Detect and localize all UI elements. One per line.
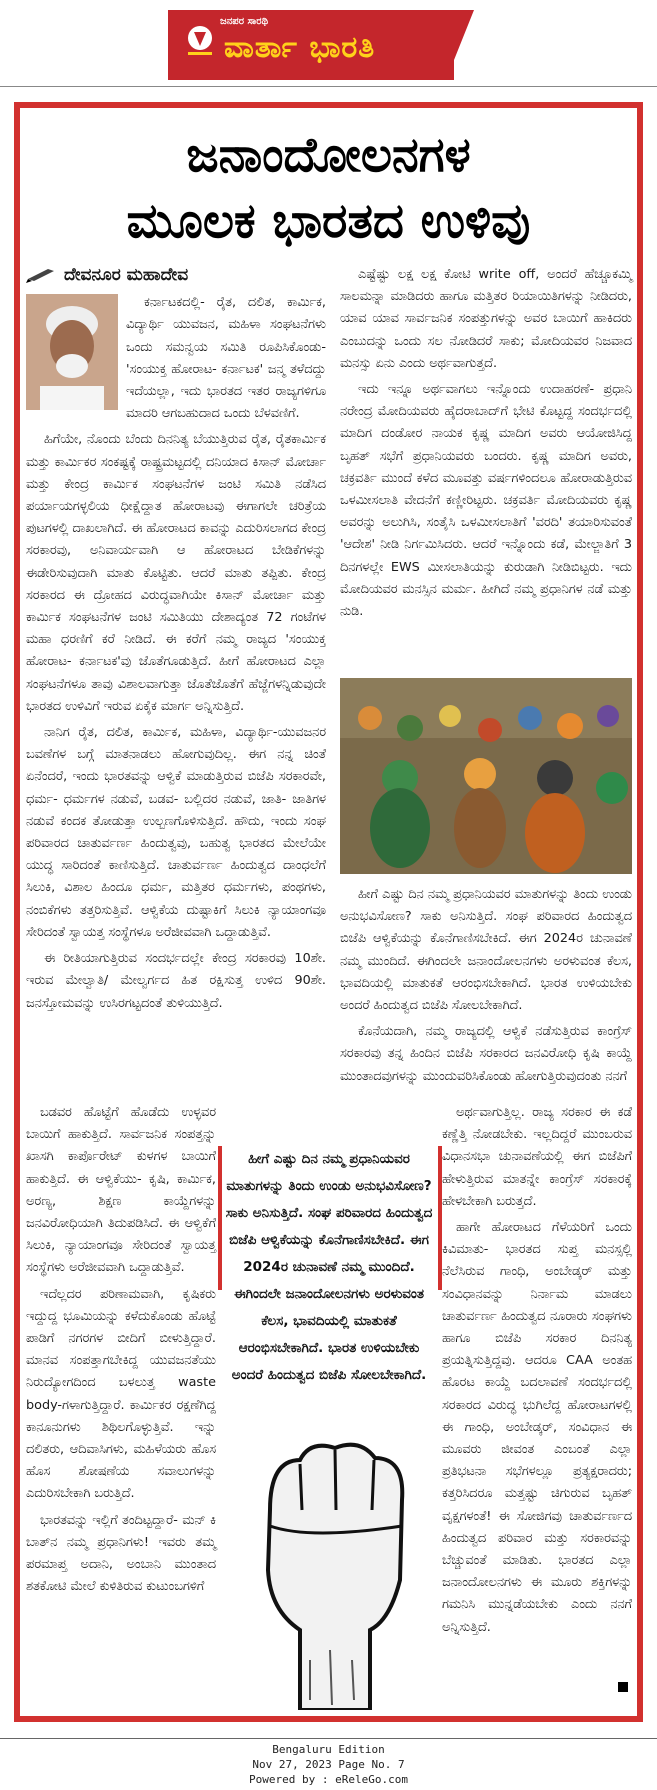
pull-quote: ಹೀಗೆ ಎಷ್ಟು ದಿನ ನಮ್ಮ ಪ್ರಧಾನಿಯವರ ಮಾತುಗಳನ್ನು ತಿಂದು ಉಂಡು ಅನುಭವಿಸೋಣ? ಸಾಕು ಅನಿಸುತ್ತಿದೆ. ಸಂಘ ಪರಿವಾರದ ಹಿಂದುತ್ವದ ಬಿಜೆಪಿ ಆಳ್ವಿಕೆಯನ್ನು ಕೊನೆಗಾಣಿಸಬೇಕಿದೆ. ಈಗ 2024ರ ಚುನಾವಣೆ ನಮ್ಮ ಮುಂದಿದೆ. ಈಗಿಂದಲೇ ಜನಾಂದೋಲನಗಳು ಅರಳುವಂತ ಕೆಲಸ, ಭಾವದಿಯಲ್ಲಿ ಮಾತುಕತೆ ಆರಂಭಿಸಬೇಕಾಗಿದೆ. ಭಾರತ ಉಳಿಯಬೇಕು ಅಂದರೆ ಹಿಂದುತ್ವದ ಬಿಜೆಪಿ ಸೋಲಬೇಕಾಗಿದೆ. bbox=[225, 1151, 433, 1383]
bottom-left-column bbox=[26, 1102, 216, 1602]
masthead-title: ವಾರ್ತಾ ಭಾರತಿ bbox=[224, 30, 376, 65]
raised-fist-illustration bbox=[240, 1430, 430, 1710]
article-end-mark bbox=[618, 1682, 628, 1692]
left-paragraph-3: ನಾನಿಗ ರೈತ, ದಲಿತ, ಕಾರ್ಮಿಕ, ಮಹಿಳಾ, ವಿದ್ಯಾರ್ಥಿ-ಯುವಜನರ ಬವಣೆಗಳ ಬಗ್ಗೆ ಮಾತನಾಡಲು ಹೋಗುವುದಿಲ್ಲ. ಈಗ ನನ್ನ ಚಿಂತೆ ಏನೆಂದರೆ, ಇಂದು ಭಾರತವನ್ನು ಆಳ್ವಿಕೆ ಮಾಡುತ್ತಿರುವ ಬಿಜೆಪಿ ಸರಕಾರವೇ, ಧರ್ಮ- ಧರ್ಮಗಳ ನಡುವೆ, ಬಡವ- ಬಲ್ಲಿದರ ನಡುವೆ, ಜಾತಿ- ಜಾತಿಗಳ ನಡುವೆ ಕಂದಕ ತೋಡುತ್ತಾ ಉಲ್ಬಣಗೊಳಿಸುತ್ತಿದೆ. ಹೌದು, ಇಂದು ಸಂಘ ಪರಿವಾರದ ಚಾತುರ್ವರ್ಣ ಹಿಂದುತ್ವವು, ಬಹುತ್ವ ಭಾರತದ ಮೇಲೆಯೇ ಯುದ್ಧ ಸಾರಿದಂತೆ ಕಾಣಿಸುತ್ತಿದೆ. ಚಾತುರ್ವರ್ಣ ಹಿಂದುತ್ವದ ದಾಂಧಲೆಗೆ ಸಿಲುಕಿ, ವಿಶಾಲ ಹಿಂದೂ ಧರ್ಮ, ಮತ್ತಿತರ ಧರ್ಮಗಳು, ಪಂಥಗಳು, ನಂಬಿಕೆಗಳು ತತ್ತರಿಸುತ್ತಿವೆ. ಆಳ್ವಿಕೆಯ ದುಷ್ಟಾಕಿಗೆ ಸಿಲುಕಿ ನ್ಯಾಯಾಂಗವೂ ಸೇರಿದಂತೆ ಸ್ವಾಯತ್ತ ಸಂಸ್ಥೆಗಳೂ ಅರೆಜೀವವಾಗಿ ಒದ್ದಾಡುತ್ತಿವೆ. bbox=[26, 725, 326, 940]
bottom-left-paragraph-1: ಬಡವರ ಹೊಟ್ಟೆಗೆ ಹೊಡೆದು ಉಳ್ಳವರ ಬಾಯಿಗೆ ಹಾಕುತ್ತಿದೆ. ಸಾರ್ವಜನಿಕ ಸಂಪತ್ತನ್ನು ಖಾಸಗಿ ಕಾರ್ಪೊರೇಟ್ ಕುಳಗಳ ಬಾಯಿಗೆ ಹಾಕುತ್ತಿದೆ. ಈ ಆಳ್ವಿಕೆಯು- ಕೃಷಿ, ಕಾರ್ಮಿಕ, ಅರಣ್ಯ, ಶಿಕ್ಷಣ ಕಾಯ್ದೆಗಳನ್ನು ಜನವಿರೋಧಿಯಾಗಿ ತಿದುಪಡಿಸಿದೆ. ಈ ಆಳ್ವಿಕೆಗೆ ಸಿಲುಕಿ, ನ್ಯಾಯಾಂಗವೂ ಸೇರಿದಂತೆ ಸ್ವಾಯತ್ತ ಸಂಸ್ಥೆಗಳು ಅರೆಜೀವವಾಗಿ ಒದ್ದಾಡುತ್ತಿವೆ. bbox=[26, 1105, 216, 1276]
right-paragraph-2: ಇದು ಇನ್ನೂ ಅರ್ಥವಾಗಲು ಇನ್ನೊಂದು ಉದಾಹರಣೆ- ಪ್ರಧಾನಿ ನರೇಂದ್ರ ಮೋದಿಯವರು ಹೈದರಾಬಾದ್‌ಗೆ ಭೇಟಿ ಕೊಟ್ಟದ್ದ ಸಂದರ್ಭದಲ್ಲಿ ಮಾದಿಗ ದಂಡೋರ ನಾಯಕ ಕೃಷ್ಣ ಮಾದಿಗ ಅವರು ಆಯೋಜಿಸಿದ್ದ ಬೃಹತ್ ಸಭೆಗೆ ಪ್ರಧಾನಿಯವರು ಬಂದರು. ಕೃಷ್ಣ ಮಾದಿಗ ಅವರು, ಚಕ್ರವರ್ತಿ ಮುಂದೆ ಕಳೆದ ಮೂವತ್ತು ವರ್ಷಗಳಿಂದಲೂ ಹೋರಾಡುತ್ತಿರುವ ಒಳಮೀಸಲಾತಿ ವೇದನೆಗೆ ಕಣ್ಣೀರಿಟ್ಟರು. ಚಕ್ರವರ್ತಿ ಮೋದಿಯವರು ಕೃಷ್ಣ ಅವರನ್ನು ಅಲುಗಿಸಿ, ಸಂತೈಸಿ ಒಳಮೀಸಲಾತಿಗೆ 'ವರದಿ' ತಯಾರಿಸುವಂತೆ 'ಆದೇಶ' ನೀಡಿ ನಿರ್ಗಮಿಸಿದರು. ಆದರೆ ಇನ್ನೊಂದು ಕಡೆ, ಮೇಲ್ಜಾತಿಗೆ 3 ದಿನಗಳಲ್ಲೇ EWS ಮೀಸಲಾತಿಯನ್ನು ಕುರುಡಾಗಿ ನೀಡಿಬಿಟ್ಟರು. ಇದು ಮೋದಿಯವರ ಮನಸ್ಸಿನ ಮರ್ಮ. ಹೀಗಿದೆ ನಮ್ಮ ಪ್ರಧಾನಿಗಳ ನಡೆ ಮತ್ತು ನುಡಿ. bbox=[340, 382, 632, 620]
article-headline bbox=[24, 122, 633, 254]
bottom-left-paragraph-2: ಇದೆಲ್ಲದರ ಪರಿಣಾಮವಾಗಿ, ಕೃಷಿಕರು ಇದ್ದುದ್ದ ಭೂಮಿಯನ್ನು ಕಳೆದುಕೊಂಡು ಹೊಟ್ಟೆ ಪಾಡಿಗೆ ನಗರಗಳ ಬೀದಿಗೆ ಬೀಳುತ್ತಿದ್ದಾರೆ. ಮಾನವ ಸಂಪತ್ತಾಗಬೇಕಿದ್ದ ಯುವಜನತೆಯು ನಿರುದ್ಯೋಗದಿಂದ ಬಳಲುತ್ತ waste body-ಗಳಾಗುತ್ತಿದ್ದಾರೆ. ಕಾರ್ಮಿಕರ ರಕ್ಷಣೆಗಿದ್ದ ಕಾನೂನುಗಳು ಶಿಥಿಲಗೊಳ್ಳುತ್ತಿವೆ. ಇನ್ನು ದಲಿತರು, ಆದಿವಾಸಿಗಳು, ಮಹಿಳೆಯರು ಹೊಸ ಹೊಸ ಶೋಷಣೆಯ ಸವಾಲುಗಳನ್ನು ಎದುರಿಸಬೇಕಾಗಿ ಬರುತ್ತಿದೆ. bbox=[26, 1286, 216, 1502]
footer-edition: Bengaluru Edition bbox=[272, 1743, 385, 1756]
footer-date-page: Nov 27, 2023 Page No. 7 bbox=[252, 1758, 405, 1771]
right-column bbox=[340, 264, 632, 627]
bottom-right-paragraph-1: ಅರ್ಥವಾಗುತ್ತಿಲ್ಲ. ರಾಜ್ಯ ಸರಕಾರ ಈ ಕಡೆ ಕಣ್ಣೆತ್ತಿ ನೋಡಬೇಕು. ಇಲ್ಲದಿದ್ದರೆ ಮುಂಬರುವ ವಿಧಾನಸಭಾ ಚುನಾವಣೆಯಲ್ಲಿ ಈಗ ಬಿಜೆಪಿಗೆ ಹೇಳುತ್ತಿರುವ ಮಾತನ್ನೇ ಕಾಂಗ್ರೆಸ್ ಸರಕಾರಕ್ಕೆ ಹೇಳಬೇಕಾಗಿ ಬರುತ್ತದೆ. bbox=[442, 1105, 632, 1209]
pen-icon bbox=[26, 267, 56, 283]
masthead-tail bbox=[446, 10, 474, 80]
left-paragraph-2: ಹಿಗೆಯೇ, ನೊಂದು ಬೆಂದು ದಿನನಿತ್ಯ ಬೆಯುತ್ತಿರುವ ರೈತ, ರೈತಕಾರ್ಮಿಕ ಮತ್ತು ಕಾರ್ಮಿಕರ ಸಂಕಷ್ಟಕ್ಕೆ ರಾಷ್ಟ್ರಮಟ್ಟದಲ್ಲಿ ದನಿಯಾದ ಕಿಸಾನ್ ಮೋರ್ಚಾ ಮತ್ತು ಕೇಂದ್ರ ಕಾರ್ಮಿಕ ಸಂಘಟನೆಗಳ ಜಂಟಿ ಸಮಿತಿ ನಡೆಸಿದ ಪರ್ಯಾಯಗಳ್ಳಲಿಯ ಧೀಕ್ಷೆದ್ದಾತ ಹೋರಾಟವು ಈಗಾಗಲೇ ಚರಿತ್ರೆಯ ಪುಟಗಳಲ್ಲಿ ದಾಖಲಾಗಿದೆ. ಈ ಹೋರಾಟದ ಕಾವನ್ನು ಎದುರಿಸಲಾಗದ ಕೇಂದ್ರ ಸರಕಾರವು, ಅನಿವಾರ್ಯವಾಗಿ ಆ ಹೋರಾಟದ ಬೇಡಿಕೆಗಳನ್ನು ಈಡೇರಿಸುವುದಾಗಿ ಮಾತು ಕೊಟ್ಟಿತು. ಆದರೆ ಮಾತು ತಪ್ಪಿತು. ಕೇಂದ್ರ ಸರಕಾರದ ಈ ದ್ರೋಹದ ವಿರುದ್ಧವಾಗಿಯೇ ಕಿಸಾನ್ ಮೋರ್ಚಾ ಮತ್ತು ಕಾರ್ಮಿಕ ಸಂಘಟನೆಗಳ ಜಂಟಿ ಸಮಿತಿಯು ದೇಶಾದ್ಯಂತ 72 ಗಂಟೆಗಳ ಮಹಾ ಧರಣಿಗೆ ಕರೆ ನೀಡಿದೆ. ಈ ಕರೆಗೆ ನಮ್ಮ ರಾಜ್ಯದ 'ಸಂಯುಕ್ತ ಹೋರಾಟ- ಕರ್ನಾಟಕ'ವು ಜೊತೆಗೂಡುತ್ತಿದೆ. ಹೀಗೆ ಹೋರಾಟದ ಎಲ್ಲಾ ಸಂಘಟನೆಗಳೂ ತಾವು ವಿಶಾಲವಾಗುತ್ತಾ ಜೊತೆಜೊತೆಗೆ ಹೆಜ್ಜೆಗಳನ್ನಿಡುವುದೇ ಭಾರತದ ಉಳಿವಿಗೆ ಇರುವ ಏಕೈಕ ಮಾರ್ಗ ಅನ್ನಿಸುತ್ತಿದೆ. bbox=[26, 432, 326, 714]
footer-powered-by[interactable]: Powered by : eReleGo.com bbox=[249, 1773, 408, 1786]
bottom-right-column bbox=[442, 1102, 632, 1643]
masthead-tagline: ಜನಪರ ಸಾರಥಿ bbox=[220, 16, 269, 27]
headline-line-1: ಜನಾಂದೋಲನಗಳ bbox=[186, 127, 471, 183]
footer-divider bbox=[0, 1738, 657, 1739]
newspaper-logo-icon bbox=[180, 22, 220, 62]
author-portrait bbox=[26, 294, 118, 410]
right-column-lower bbox=[340, 884, 632, 1092]
bottom-right-paragraph-2: ಹಾಗೇ ಹೋರಾಟದ ಗೆಳೆಯರಿಗೆ ಒಂದು ಕಿವಿಮಾತು- ಭಾರತದ ಸುಪ್ತ ಮನಸ್ಸಲ್ಲಿ ನೆಲೆಸಿರುವ ಗಾಂಧಿ, ಅಂಬೇಡ್ಕರ್ ಮತ್ತು ಸಂವಿಧಾನವನ್ನು ನಿರ್ನಾಮ ಮಾಡಲು ಚಾತುರ್ವರ್ಣ ಹಿಂದುತ್ವದ ನೂರಾರು ಸಂಘಗಳು ಹಾಗೂ ಬಿಜೆಪಿ ಸರಕಾರ ದಿನನಿತ್ಯ ಪ್ರಯತ್ನಿಸುತ್ತಿದ್ದವು. ಆದರೂ CAA ಅಂತಹ ಹೊರಟ ಕಾಯ್ದೆ ಬದಲಾವಣೆ ಸಂದರ್ಭದಲ್ಲಿ ಸರಕಾರದ ವಿರುದ್ಧ ಭುಗಿಲೆದ್ದ ಹೋರಾಟಗಳಲ್ಲಿ ಈ ಗಾಂಧಿ, ಅಂಬೇಡ್ಕರ್, ಸಂವಿಧಾನ ಈ ಮೂವರು ಜೀವಂತ ಎಂಬಂತೆ ಎಲ್ಲಾ ಪ್ರತಿಭಟನಾ ಸಭೆಗಳಲ್ಲೂ ಪ್ರತ್ಯಕ್ಷರಾದರು; ಕತ್ತರಿಸಿದರೂ ಮತ್ತಷ್ಟು ಚಿಗುರುವ ಬೃಹತ್ ವೃಕ್ಷಗಳಂತೆ! ಈ ಸೋಜಿಗವು ಚಾತುರ್ವರ್ಣದ ಹಿಂದುತ್ವದ ಪರಿವಾರ ಮತ್ತು ಸರಕಾರವನ್ನು ಬೆಚ್ಚುವಂತೆ ಮಾಡಿತು. ಭಾರತದ ಎಲ್ಲಾ ಜನಾಂದೋಲನಗಳು ಈ ಮೂರು ಶಕ್ತಿಗಳನ್ನು ಗಮನಿಸಿ ಮುನ್ನಡೆಯಬೇಕು ಎಂದು ನನಗೆ ಅನ್ನಿಸುತ್ತಿದೆ. bbox=[442, 1220, 632, 1635]
protest-photo bbox=[340, 678, 632, 874]
masthead bbox=[168, 10, 454, 80]
left-paragraph-1: ಕರ್ನಾಟಕದಲ್ಲಿ- ರೈತ, ದಲಿತ, ಕಾರ್ಮಿಕ, ವಿದ್ಯಾರ್ಥಿ ಯುವಜನ, ಮಹಿಳಾ ಸಂಘಟನೆಗಳು ಒಂದು ಸಮನ್ವಯ ಸಮಿತಿ ರೂಪಿಸಿಕೊಂಡು- 'ಸಂಯುಕ್ತ ಹೋರಾಟ- ಕರ್ನಾಟಕ' ಜನ್ಮ ತಳೆದದ್ದು ಇದೆಯಲ್ಲಾ, ಇದು ಭಾರತದ ಇತರ ರಾಜ್ಯಗಳಿಗೂ ಮಾದರಿ ಆಗಬಹುದಾದ ಒಂದು ಬೆಳವಣಿಗೆ. bbox=[126, 295, 326, 422]
headline-line-2: ಮೂಲಕ ಭಾರತದ ಉಳಿವು bbox=[126, 193, 531, 249]
right-paragraph-4: ಕೊನೆಯದಾಗಿ, ನಮ್ಮ ರಾಜ್ಯದಲ್ಲಿ ಆಳ್ವಿಕೆ ನಡೆಸುತ್ತಿರುವ ಕಾಂಗ್ರೆಸ್ ಸರಕಾರವು ತನ್ನ ಹಿಂದಿನ ಬಿಜೆಪಿ ಸರಕಾರದ ಜನವಿರೋಧಿ ಕೃಷಿ ಕಾಯ್ದೆ ಮುಂತಾದವುಗಳನ್ನು ಮುಂದುವರಿಸಿಕೊಂಡು ಹೋಗುತ್ತಿರುವುದಂತು ನನಗೆ bbox=[340, 1024, 632, 1084]
author-name: ದೇವನೂರ ಮಹಾದೇವ bbox=[64, 265, 189, 285]
author-byline bbox=[26, 264, 326, 286]
header-divider bbox=[0, 86, 657, 87]
edition-footer bbox=[0, 1742, 657, 1787]
right-paragraph-3: ಹೀಗೆ ಎಷ್ಟು ದಿನ ನಮ್ಮ ಪ್ರಧಾನಿಯವರ ಮಾತುಗಳನ್ನು ತಿಂದು ಉಂಡು ಅನುಭವಿಸೋಣ? ಸಾಕು ಅನಿಸುತ್ತಿದೆ. ಸಂಘ ಪರಿವಾರದ ಹಿಂದುತ್ವದ ಬಿಜೆಪಿ ಆಳ್ವಿಕೆಯನ್ನು ಕೊನೆಗಾಣಿಸಬೇಕಿದೆ. ಈಗ 2024ರ ಚುನಾವಣೆ ನಮ್ಮ ಮುಂದಿದೆ. ಈಗಿಂದಲೇ ಜನಾಂದೋಲನಗಳು ಅರಳುವಂತ ಕೆಲಸ, ಭಾವದಿಯಲ್ಲಿ ಮಾತುಕತೆ ಆರಂಭಿಸಬೇಕಾಗಿದೆ. ಭಾರತ ಉಳಿಯಬೇಕು ಅಂದರೆ ಹಿಂದುತ್ವದ ಬಿಜೆಪಿ ಸೋಲಬೇಕಾಗಿದೆ. bbox=[340, 887, 632, 1014]
right-paragraph-1: ಎಷ್ಟೆಷ್ಟು ಲಕ್ಷ ಲಕ್ಷ ಕೋಟಿ write off, ಅಂದರೆ ಹೆಚ್ಚೂಕಮ್ಮಿ ಸಾಲಮನ್ನಾ ಮಾಡಿದರು ಹಾಗೂ ಮತ್ತಿತರ ರಿಯಾಯಿತಿಗಳನ್ನು ನೀಡಿದರು, ಯಾವ ಯಾವ ಸಾರ್ವಜನಿಕ ಸಂಪತ್ತುಗಳನ್ನು ಅವರ ಬಾಯಿಗೆ ಹಾಕಿದರು ಎಂಬುದನ್ನು ಒಂದು ಸಲ ನೋಡಿದರೆ ಸಾಕು; ಮೋದಿಯವರ ನಿಜವಾದ ಮನಸ್ಸು ಏನು ಎಂದು ಅರ್ಥವಾಗುತ್ತದೆ. bbox=[340, 267, 632, 371]
bottom-left-paragraph-3: ಭಾರತವನ್ನು ಇಲ್ಲಿಗೆ ತಂದಿಟ್ಟದ್ದಾರೆ- ಮನ್ ಕಿ ಬಾತ್‌ನ ನಮ್ಮ ಪ್ರಧಾನಿಗಳು! ಇವರು ತಮ್ಮ ಪರಮಾಪ್ತ ಅದಾನಿ, ಅಂಬಾನಿ ಮುಂತಾದ ಶತಕೋಟಿ ಮೇಲೆ ಕುಳಿತಿರುವ ಕುಟುಂಬಗಳಿಗೆ bbox=[26, 1512, 216, 1595]
left-paragraph-4: ಈ ರೀತಿಯಾಗುತ್ತಿರುವ ಸಂದರ್ಭದಲ್ಲೇ ಕೇಂದ್ರ ಸರಕಾರವು 10ಶೇ. ಇರುವ ಮೇಲ್ವಾತಿ/ ಮೇಲ್ವರ್ಗದ ಹಿತ ರಕ್ಷಿಸುತ್ತ ಉಳಿದ 90ಶೇ. ಜನಸ್ತೋಮವನ್ನು ಉಸಿರಗಟ್ಟದಂತೆ ತುಳಿಯುತ್ತಿದೆ. bbox=[26, 951, 326, 1011]
left-column bbox=[26, 264, 326, 1019]
